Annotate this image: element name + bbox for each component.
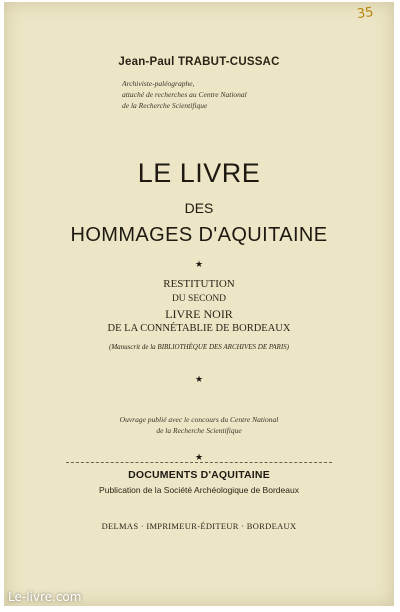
series-box bbox=[66, 462, 332, 503]
restitution-line: RESTITUTION bbox=[163, 278, 235, 290]
note-line: Ouvrage publié avec le concours du Centre National bbox=[119, 415, 279, 424]
author-name: Jean-Paul TRABUT-CUSSAC bbox=[118, 56, 280, 68]
note-line: de la Recherche Scientifique bbox=[156, 426, 242, 435]
star-ornament: ★ bbox=[194, 452, 204, 462]
series-title: DOCUMENTS D'AQUITAINE bbox=[128, 469, 270, 481]
restitution-line: LIVRE NOIR bbox=[165, 307, 233, 321]
author-info-line: attaché de recherches au Centre National bbox=[122, 90, 247, 99]
handwritten-number: 35 bbox=[356, 4, 375, 23]
book-cover bbox=[4, 2, 394, 606]
publication-note bbox=[4, 414, 394, 436]
book-title: LE LIVRE bbox=[137, 158, 261, 188]
restitution-line: DU SECOND bbox=[171, 294, 227, 304]
manuscript-note: (Manuscrit de la BIBLIOTHÈQUE DES ARCHIVES DE PARIS) bbox=[109, 343, 289, 351]
star-ornament: ★ bbox=[194, 374, 204, 384]
watermark: Le-livre.com bbox=[8, 590, 82, 604]
author-info-line: Archiviste-paléographe, bbox=[122, 79, 195, 88]
series-subtitle: Publication de la Société Archéologique de Bordeaux bbox=[99, 485, 299, 495]
restitution-line: DE LA CONNÉTABLIE DE BORDEAUX bbox=[107, 323, 291, 334]
title-connector: DES bbox=[184, 200, 214, 216]
book-subtitle: HOMMAGES D'AQUITAINE bbox=[70, 224, 328, 246]
star-ornament: ★ bbox=[194, 259, 204, 269]
author-info-line: de la Recherche Scientifique bbox=[122, 101, 208, 110]
publisher-imprint: DELMAS · IMPRIMEUR-ÉDITEUR · BORDEAUX bbox=[101, 521, 297, 531]
author-credentials bbox=[122, 78, 302, 111]
